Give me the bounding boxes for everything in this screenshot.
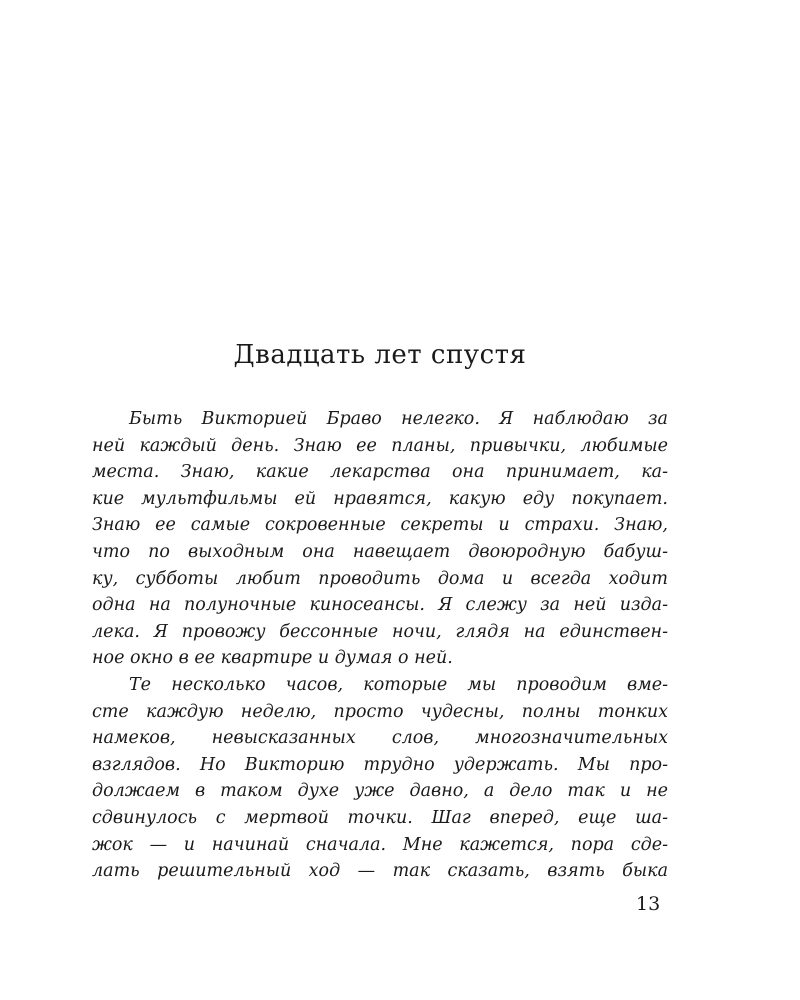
- text-line: должаем в таком духе уже давно, а дело так и не: [92, 781, 668, 802]
- text-line: лать решительный ход — так сказать, взять быка: [92, 861, 668, 882]
- text-line: взглядов. Но Викторию трудно удержать. Мы про-: [92, 754, 668, 775]
- text-line: кие мультфильмы ей нравятся, какую еду покупает.: [92, 488, 668, 509]
- text-line: Быть Викторией Браво нелегко. Я наблюдаю за: [129, 409, 668, 429]
- text-line: одна на полуночные киносеансы. Я слежу за ней изда-: [92, 595, 668, 616]
- text-line: Те несколько часов, которые мы проводим вме-: [129, 674, 668, 695]
- text-line: сдвинулось с мертвой точки. Шаг вперед, еще ша-: [92, 807, 668, 828]
- text-line: ней каждый день. Знаю ее планы, привычки, любимые: [92, 435, 668, 456]
- page-number: 13: [636, 893, 661, 915]
- text-line: места. Знаю, какие лекарства она принимает, ка-: [92, 462, 668, 483]
- text-line: жок — и начинай сначала. Мне кажется, пора сде-: [92, 834, 668, 855]
- text-line: лека. Я провожу бессонные ночи, глядя на единствен-: [92, 621, 668, 642]
- text-line: ное окно в ее квартире и думая о ней.: [92, 648, 453, 669]
- text-line: Знаю ее самые сокровенные секреты и страхи. Знаю,: [92, 515, 668, 536]
- chapter-title: Двадцать лет спустя: [233, 340, 527, 370]
- text-line: ку, субботы любит проводить дома и всегда ходит: [92, 568, 668, 589]
- body-text: [92, 406, 668, 885]
- text-line: намеков, невысказанных слов, многозначительных: [92, 728, 668, 749]
- text-line: сте каждую неделю, просто чудесны, полны тонких: [92, 701, 668, 722]
- text-line: что по выходным она навещает двоюродную бабуш-: [92, 541, 668, 562]
